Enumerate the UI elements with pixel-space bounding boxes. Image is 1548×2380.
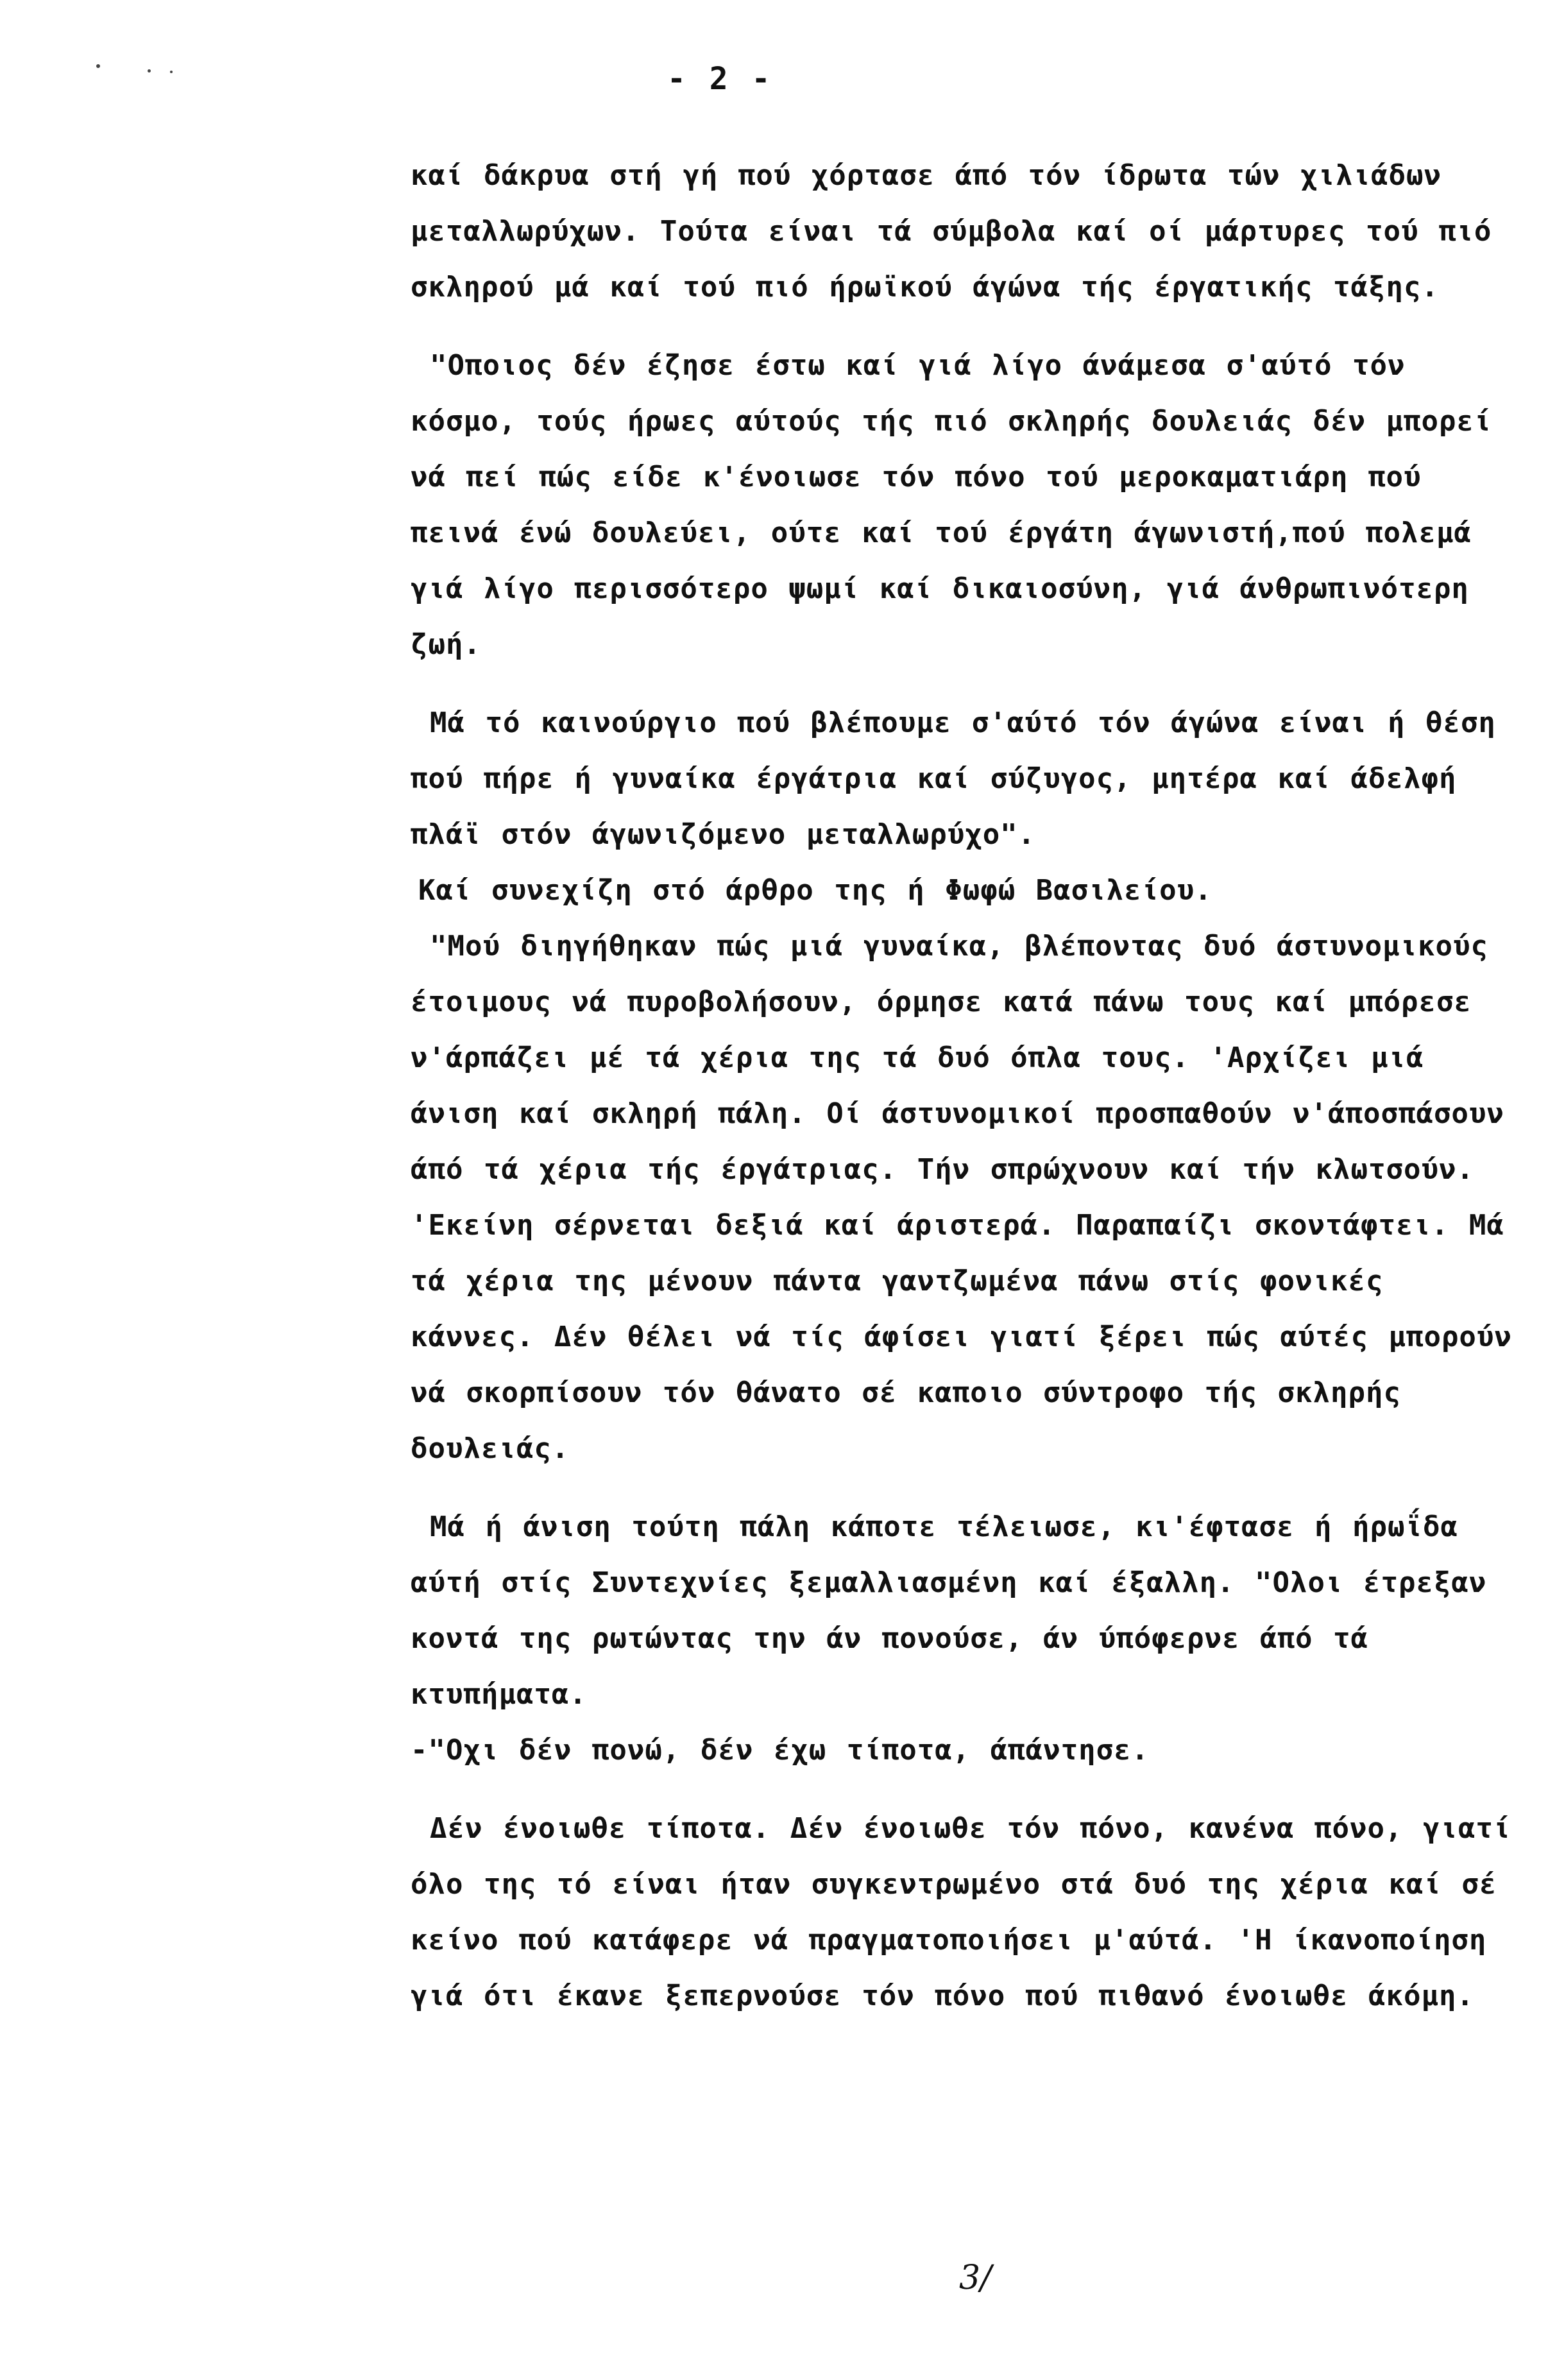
paragraph: καί δάκρυα στή γή πού χόρτασε άπό τόν ίδρωτα τών χιλιάδων μεταλλωρύχων. Τούτα είναι τά σύμβολα καί οί μάρτυρες τού πιό σκληρού μά καί τού πιό ήρωϊκού άγώνα τής έργατικής τάξης. xyxy=(411,159,1492,304)
page-number: - 2 - xyxy=(667,61,773,97)
paragraph: Καί συνεχίζη στό άρθρο της ή Φωφώ Βασιλείου. xyxy=(418,874,1212,907)
scan-speck xyxy=(148,69,151,73)
paragraph: Μά τό καινούργιο πού βλέπουμε σ'αύτό τόν άγώνα είναι ή θέση πού πήρε ή γυναίκα έργάτρια καί σύζυγος, μητέρα καί άδελφή πλάϊ στόν άγωνιζόμενο μεταλλωρύχο". xyxy=(411,706,1496,851)
paragraph: "Οποιος δέν έζησε έστω καί γιά λίγο άνάμεσα σ'αύτό τόν κόσμο, τούς ήρωες αύτούς τής πιό σκληρής δουλειάς δέν μπορεί νά πεί πώς είδε κ'ένοιωσε τόν πόνο τού μεροκαματιάρη πού πεινά ένώ δουλεύει, ούτε καί τού έργάτη άγωνιστή,πού πολεμά γιά λίγο περισσότερο ψωμί καί δικαιοσύνη, γιά άνθρωπινότερη ζωή. xyxy=(411,349,1492,661)
paragraph: Μά ή άνιση τούτη πάλη κάποτε τέλειωσε, κι'έφτασε ή ήρωΐδα αύτή στίς Συντεχνίες ξεμαλλιασμένη καί έξαλλη. "Ολοι έτρεξαν κοντά της ρωτώντας την άν πονούσε, άν ύπόφερνε άπό τά κτυπήματα. xyxy=(411,1511,1487,1711)
continuation-mark: 3/ xyxy=(959,2259,992,2297)
scan-speck xyxy=(96,64,100,68)
document-body xyxy=(411,148,1514,2024)
scan-speck xyxy=(170,71,173,73)
paragraph: -"Οχι δέν πονώ, δέν έχω τίποτα, άπάντησε. xyxy=(411,1734,1150,1767)
paragraph: "Μού διηγήθηκαν πώς μιά γυναίκα, βλέποντας δυό άστυνομικούς έτοιμους νά πυροβολήσουν, όρμησε κατά πάνω τους καί μπόρεσε ν'άρπάζει μέ τά χέρια της τά δυό όπλα τους. 'Αρχίζει μιά άνιση καί σκληρή πάλη. Οί άστυνομικοί προσπαθούν ν'άποσπάσουν άπό τά χέρια τής έργάτριας. Τήν σπρώχνουν καί τήν κλωτσούν. 'Εκείνη σέρνεται δεξιά καί άριστερά. Παραπαίζι σκοντάφτει. Μά τά χέρια της μένουν πάντα γαντζωμένα πάνω στίς φονικές κάννες. Δέν θέλει νά τίς άφίσει γιατί ξέρει πώς αύτές μπορούν νά σκορπίσουν τόν θάνατο σέ καποιο σύντροφο τής σκληρής δουλειάς. xyxy=(411,930,1512,1465)
paragraph: Δέν ένοιωθε τίποτα. Δέν ένοιωθε τόν πόνο, κανένα πόνο, γιατί όλο της τό είναι ήταν συγκεντρωμένο στά δυό της χέρια καί σέ κείνο πού κατάφερε νά πραγματοποιήσει μ'αύτά. 'Η ίκανοποίηση γιά ότι έκανε ξεπερνούσε τόν πόνο πού πιθανό ένοιωθε άκόμη. xyxy=(411,1812,1511,2012)
